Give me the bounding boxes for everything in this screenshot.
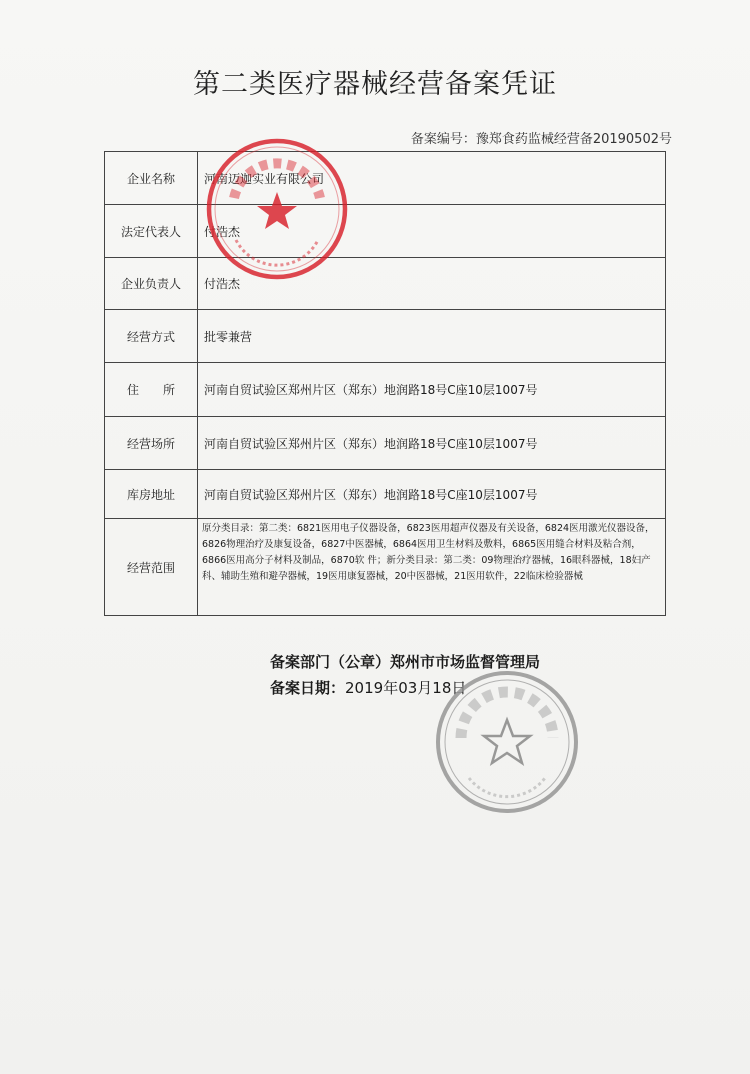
record-number (411, 128, 672, 147)
row-label-principal: 企业负责人 (105, 258, 198, 310)
table-row (105, 417, 666, 470)
document-title: 第二类医疗器械经营备案凭证 (193, 69, 557, 100)
record-number-value: 豫郑食药监械经营备20190502号 (475, 132, 672, 147)
table-row (105, 363, 666, 417)
row-label-legal-rep: 法定代表人 (105, 205, 198, 258)
row-value-scope: 原分类目录：第二类：6821医用电子仪器设备，6823医用超声仪器及有关设备，6824医用激光仪器设备，6826物理治疗及康复设备，6827中医器械，6864医用卫生材料及敷料，6865医用缝合材料及粘合剂，6866医用高分子材料及制品，6870软 件；新分类目录：第二类：09物理治疗器械，16眼科器械，18妇产科、辅助生殖和避孕器械，19医用康复器械，20中医器械，21医用软件，22临床检验器械 (198, 519, 666, 616)
row-value-legal-rep: 付浩杰 (198, 205, 666, 258)
table-row (105, 205, 666, 258)
info-table (104, 151, 666, 616)
row-label-warehouse: 库房地址 (105, 470, 198, 519)
row-value-mode: 批零兼营 (198, 310, 666, 363)
row-value-premises: 河南自贸试验区郑州片区（郑东）地润路18号C座10层1007号 (198, 417, 666, 470)
table-row (105, 310, 666, 363)
row-value-principal: 付浩杰 (198, 258, 666, 310)
company-seal-icon (204, 136, 350, 282)
row-label-mode: 经营方式 (105, 310, 198, 363)
row-value-domicile: 河南自贸试验区郑州片区（郑东）地润路18号C座10层1007号 (198, 363, 666, 417)
table-row (105, 470, 666, 519)
table-row (105, 152, 666, 205)
row-label-scope: 经营范围 (105, 519, 198, 616)
agency-seal-icon (433, 668, 581, 816)
row-value-warehouse: 河南自贸试验区郑州片区（郑东）地润路18号C座10层1007号 (198, 470, 666, 519)
table-row (105, 519, 666, 616)
table-row (105, 258, 666, 310)
company-seal (204, 136, 350, 282)
row-label-company-name: 企业名称 (105, 152, 198, 205)
filing-date-value: 2019年03月18日 (345, 679, 467, 697)
row-label-premises: 经营场所 (105, 417, 198, 470)
row-label-domicile: 住 所 (105, 363, 198, 417)
record-number-label: 备案编号： (410, 132, 476, 147)
filing-department-value: 郑州市市场监督管理局 (390, 653, 541, 671)
filing-department-label: 备案部门（公章） (270, 653, 391, 671)
filing-date-label: 备案日期： (270, 679, 346, 697)
row-value-company-name: 河南迈迦实业有限公司 (198, 152, 666, 205)
agency-seal (433, 668, 581, 816)
